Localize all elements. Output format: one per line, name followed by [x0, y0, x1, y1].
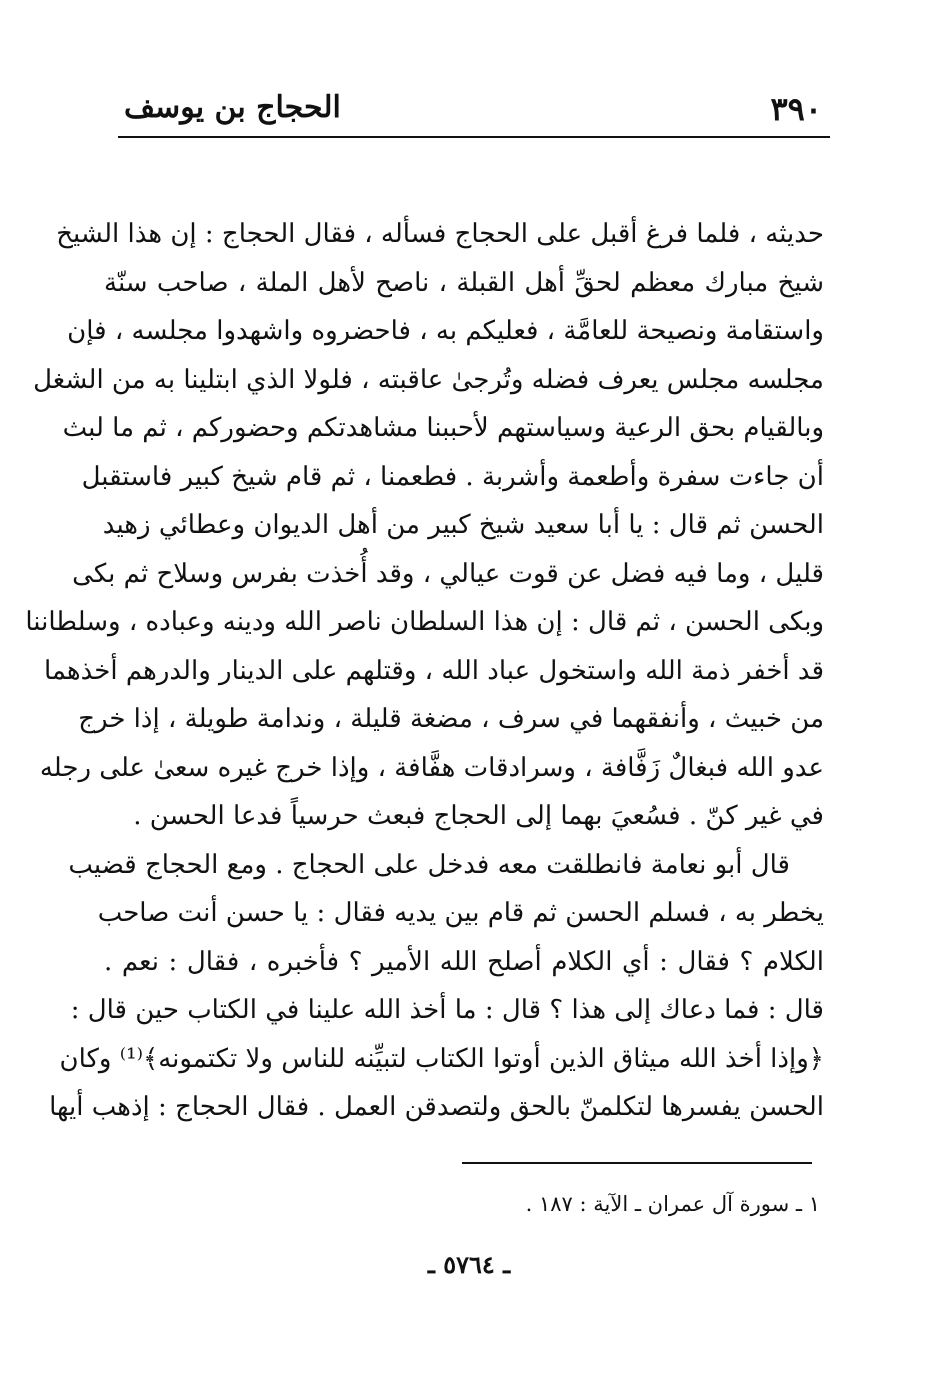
text-line: الكلام ؟ فقال : أي الكلام أصلح الله الأمير ؟ فأخبره ، فقال : نعم .	[104, 946, 824, 977]
page-header	[118, 88, 830, 138]
footnote-divider	[462, 1162, 812, 1164]
running-title: الحجاج بن يوسف	[124, 90, 341, 125]
text-line: الحسن يفسرها لتكلمنّ بالحق ولتصدقن العمل . فقال الحجاج : إذهب أيها	[49, 1092, 824, 1122]
text-line: من خبيث ، وأنفقهما في سرف ، مضغة قليلة ، وندامة طويلة ، إذا خرج	[78, 704, 824, 734]
text-line: مجلسه مجلس يعرف فضله وتُرجىٰ عاقبته ، فلولا الذي ابتلينا به من الشغل	[33, 364, 824, 395]
folio-number: ـ ٥٧٦٤ ـ	[427, 1250, 511, 1279]
text-line: حديثه ، فلما فرغ أقبل على الحجاج فسأله ، فقال الحجاج : إن هذا الشيخ	[56, 219, 824, 249]
text-line: شيخ مبارك معظم لحقِّ أهل القبلة ، ناصح لأهل الملة ، صاحب سنّة	[104, 267, 824, 298]
text-line: وبكى الحسن ، ثم قال : إن هذا السلطان ناصر الله ودينه وعباده ، وسلطاننا	[25, 607, 824, 637]
text-line: قال : فما دعاك إلى هذا ؟ قال : ما أخذ الله علينا في الكتاب حين قال :	[70, 995, 824, 1025]
text-line: أن جاءت سفرة وأطعمة وأشربة . فطعمنا ، ثم قام شيخ كبير فاستقبل	[81, 461, 824, 492]
text-line: واستقامة ونصيحة للعامَّة ، فعليكم به ، فاحضروه واشهدوا مجلسه ، فإن	[67, 316, 824, 346]
text-line: في غير كنّ . فسُعيَ بهما إلى الحجاج فبعث حرسياً فدعا الحسن .	[133, 801, 824, 831]
text-line: الحسن ثم قال : يا أبا سعيد شيخ كبير من أهل الديوان وعطائي زهيد	[102, 510, 824, 540]
text-line: قال أبو نعامة فانطلقت معه فدخل على الحجاج . ومع الحجاج قضيب	[68, 849, 790, 880]
page-number: ٣٩٠	[770, 90, 822, 128]
text-line: وبالقيام بحق الرعية وسياستهم لأحببنا مشاهدتكم وحضوركم ، ثم ما لبث	[62, 413, 824, 443]
body-text	[25, 210, 824, 1132]
text-line: قليل ، وما فيه فضل عن قوت عيالي ، وقد أُخذت بفرس وسلاح ثم بكى	[72, 558, 824, 589]
text-line: عدو الله فبغالٌ زَفَّافة ، وسرادقات هفَّافة ، وإذا خرج غيره سعىٰ على رجله	[39, 752, 824, 783]
text-line: يخطر به ، فسلم الحسن ثم قام بين يديه فقال : يا حسن أنت صاحب	[97, 898, 824, 928]
footnote: ١ ـ سورة آل عمران ـ الآية : ١٨٧ .	[525, 1192, 820, 1216]
text-line: ﴿وإذا أخذ الله ميثاق الذين أوتوا الكتاب لتبيِّنه للناس ولا تكتمونه﴾⁽¹⁾ وكان	[59, 1043, 824, 1074]
text-line: قد أخفر ذمة الله واستخول عباد الله ، وقتلهم على الدينار والدرهم أخذهما	[43, 655, 824, 686]
